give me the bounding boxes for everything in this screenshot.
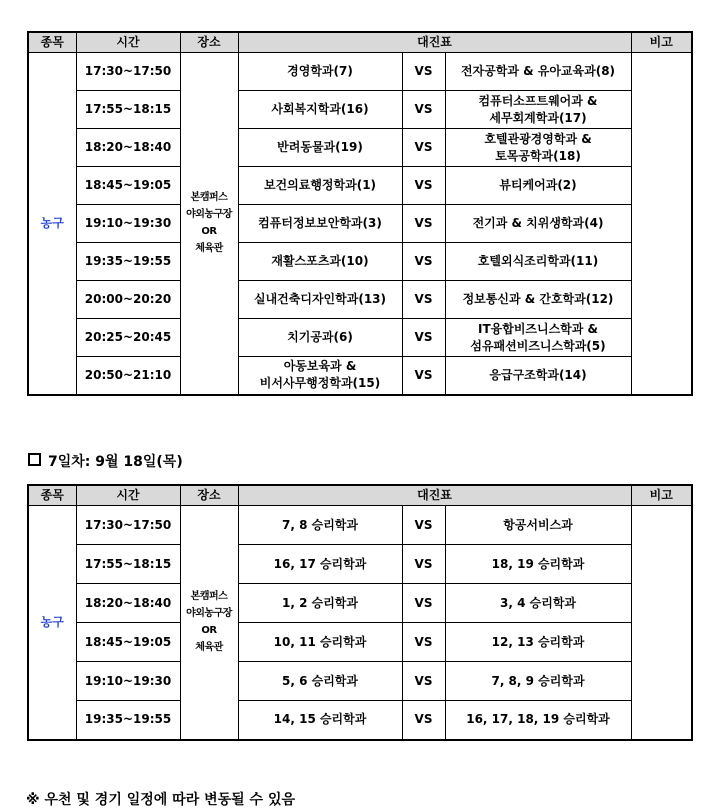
vs-cell: VS xyxy=(402,243,445,281)
schedule-table-day7 xyxy=(27,484,693,741)
team-b-cell xyxy=(445,91,631,129)
time-cell: 17:55~18:15 xyxy=(76,545,180,584)
time-cell: 19:35~19:55 xyxy=(76,243,180,281)
table-header-row xyxy=(28,485,692,506)
team-b-cell xyxy=(445,584,631,623)
vs-cell: VS xyxy=(402,167,445,205)
time-cell: 18:20~18:40 xyxy=(76,584,180,623)
vs-cell: VS xyxy=(402,357,445,395)
venue-cell-line: 체육관 xyxy=(195,243,223,255)
header-match: 대진표 xyxy=(238,32,631,53)
team-a-cell-line: 재활스포츠과(10) xyxy=(271,254,369,268)
team-a-cell-line: 치기공과(6) xyxy=(287,330,353,344)
team-a-cell-line: 반려동물과(19) xyxy=(277,140,363,154)
team-a-cell xyxy=(238,167,402,205)
venue-cell-line: 체육관 xyxy=(195,642,223,654)
team-a-cell-line: 아동보육과 & xyxy=(283,359,357,374)
vs-cell: VS xyxy=(402,129,445,167)
team-a-cell-line: 비서사무행정학과(15) xyxy=(259,376,381,391)
vs-cell: VS xyxy=(402,545,445,584)
team-a-cell-line: 16, 17 승리학과 xyxy=(273,556,367,571)
header-note: 비고 xyxy=(631,485,692,506)
table-body xyxy=(28,506,692,740)
team-b-cell-line: 호텔외식조리학과(11) xyxy=(477,254,599,268)
vs-cell: VS xyxy=(402,623,445,662)
venue-cell-line: 본캠퍼스 xyxy=(190,192,228,204)
team-a-cell-line: 5, 6 승리학과 xyxy=(282,673,358,688)
team-a-cell-line: 14, 15 승리학과 xyxy=(273,712,367,727)
team-a-cell xyxy=(238,243,402,281)
team-a-cell xyxy=(238,584,402,623)
team-b-cell-line: 18, 19 승리학과 xyxy=(491,556,585,571)
table-row xyxy=(28,129,692,167)
team-b-cell-line: 16, 17, 18, 19 승리학과 xyxy=(466,712,610,727)
team-b-cell-line: 섬유패션비즈니스학과(5) xyxy=(470,338,606,353)
section-heading xyxy=(28,451,183,471)
venue-cell xyxy=(180,506,238,740)
team-a-cell-line: 경영학과(7) xyxy=(287,64,353,78)
vs-cell: VS xyxy=(402,701,445,740)
team-a-cell-line: 1, 2 승리학과 xyxy=(282,595,358,610)
time-cell: 19:35~19:55 xyxy=(76,701,180,740)
section-heading-text: 7일차: 9월 18일(목) xyxy=(48,454,183,470)
vs-cell: VS xyxy=(402,584,445,623)
team-b-cell-line: 응급구조학과(14) xyxy=(489,367,587,382)
vs-cell: VS xyxy=(402,319,445,357)
table-row xyxy=(28,662,692,701)
time-cell: 18:45~19:05 xyxy=(76,167,180,205)
team-a-cell xyxy=(238,319,402,357)
team-b-cell xyxy=(445,506,631,545)
time-cell: 17:30~17:50 xyxy=(76,506,180,545)
team-b-cell-line: 컴퓨터소프트웨어과 & xyxy=(478,93,598,108)
venue-cell-line: OR xyxy=(201,226,217,238)
team-b-cell xyxy=(445,701,631,740)
team-a-cell xyxy=(238,53,402,91)
team-a-cell xyxy=(238,129,402,167)
vs-cell: VS xyxy=(402,91,445,129)
team-b-cell-line: 전기과 & 치위생학과(4) xyxy=(472,216,604,230)
table-header-row xyxy=(28,32,692,53)
table-row xyxy=(28,701,692,740)
header-sport: 종목 xyxy=(28,485,76,506)
vs-cell: VS xyxy=(402,662,445,701)
header-match: 대진표 xyxy=(238,485,631,506)
team-b-cell xyxy=(445,167,631,205)
table-row xyxy=(28,623,692,662)
header-venue: 장소 xyxy=(180,32,238,53)
venue-cell-line: 야외농구장 xyxy=(186,209,232,221)
team-b-cell xyxy=(445,623,631,662)
team-a-cell xyxy=(238,545,402,584)
team-a-cell-line: 7, 8 승리학과 xyxy=(282,517,358,532)
schedule-table-day6 xyxy=(27,31,693,396)
checkbox-square-icon xyxy=(28,453,41,466)
time-cell: 18:45~19:05 xyxy=(76,623,180,662)
sport-cell: 농구 xyxy=(28,506,76,740)
team-b-cell xyxy=(445,129,631,167)
table-row xyxy=(28,506,692,545)
header-venue: 장소 xyxy=(180,485,238,506)
table-body xyxy=(28,53,692,395)
table-row xyxy=(28,281,692,319)
time-cell: 17:55~18:15 xyxy=(76,91,180,129)
time-cell: 18:20~18:40 xyxy=(76,129,180,167)
team-a-cell xyxy=(238,205,402,243)
time-cell: 19:10~19:30 xyxy=(76,205,180,243)
table-row xyxy=(28,167,692,205)
table-row xyxy=(28,545,692,584)
table-row xyxy=(28,91,692,129)
team-a-cell-line: 컴퓨터정보보안학과(3) xyxy=(258,216,382,230)
vs-cell: VS xyxy=(402,53,445,91)
time-cell: 19:10~19:30 xyxy=(76,662,180,701)
table-row xyxy=(28,319,692,357)
team-b-cell-line: IT융합비즈니스학과 & xyxy=(477,321,599,336)
footnote: ※ 우천 및 경기 일정에 따라 변동될 수 있음 xyxy=(26,792,295,808)
team-a-cell-line: 실내건축디자인학과(13) xyxy=(254,292,386,306)
team-b-cell xyxy=(445,357,631,395)
header-sport: 종목 xyxy=(28,32,76,53)
note-cell xyxy=(631,53,692,395)
team-b-cell-line: 항공서비스과 xyxy=(503,517,573,532)
team-b-cell-line: 뷰티케어과(2) xyxy=(499,178,577,192)
vs-cell: VS xyxy=(402,281,445,319)
header-time: 시간 xyxy=(76,485,180,506)
table-row xyxy=(28,205,692,243)
venue-cell-line: OR xyxy=(201,625,217,637)
team-b-cell xyxy=(445,281,631,319)
header-time: 시간 xyxy=(76,32,180,53)
team-b-cell-line: 3, 4 승리학과 xyxy=(500,595,576,610)
header-note: 비고 xyxy=(631,32,692,53)
time-cell: 17:30~17:50 xyxy=(76,53,180,91)
team-a-cell xyxy=(238,506,402,545)
table-row xyxy=(28,53,692,91)
time-cell: 20:00~20:20 xyxy=(76,281,180,319)
team-a-cell xyxy=(238,281,402,319)
venue-cell-line: 야외농구장 xyxy=(186,608,232,620)
team-b-cell xyxy=(445,545,631,584)
team-a-cell xyxy=(238,623,402,662)
time-cell: 20:25~20:45 xyxy=(76,319,180,357)
team-a-cell-line: 10, 11 승리학과 xyxy=(273,634,367,649)
team-b-cell-line: 호텔관광경영학과 & xyxy=(484,131,592,146)
team-b-cell-line: 전자공학과 & 유아교육과(8) xyxy=(460,64,616,78)
venue-cell-line: 본캠퍼스 xyxy=(190,591,228,603)
team-b-cell xyxy=(445,319,631,357)
team-a-cell xyxy=(238,91,402,129)
team-a-cell xyxy=(238,662,402,701)
team-b-cell xyxy=(445,662,631,701)
team-b-cell-line: 토목공학과(18) xyxy=(495,148,581,163)
team-b-cell-line: 7, 8, 9 승리학과 xyxy=(491,673,585,688)
table-row xyxy=(28,243,692,281)
venue-cell xyxy=(180,53,238,395)
team-a-cell-line: 보건의료행정학과(1) xyxy=(263,178,377,192)
team-a-cell-line: 사회복지학과(16) xyxy=(271,102,369,116)
team-b-cell-line: 정보통신과 & 간호학과(12) xyxy=(462,292,614,306)
team-b-cell-line: 세무회계학과(17) xyxy=(489,110,587,125)
table-row xyxy=(28,357,692,395)
vs-cell: VS xyxy=(402,205,445,243)
team-b-cell xyxy=(445,53,631,91)
team-b-cell xyxy=(445,243,631,281)
team-b-cell-line: 12, 13 승리학과 xyxy=(491,634,585,649)
team-a-cell xyxy=(238,357,402,395)
note-cell xyxy=(631,506,692,740)
table-row xyxy=(28,584,692,623)
team-a-cell xyxy=(238,701,402,740)
sport-cell: 농구 xyxy=(28,53,76,395)
vs-cell: VS xyxy=(402,506,445,545)
team-b-cell xyxy=(445,205,631,243)
time-cell: 20:50~21:10 xyxy=(76,357,180,395)
